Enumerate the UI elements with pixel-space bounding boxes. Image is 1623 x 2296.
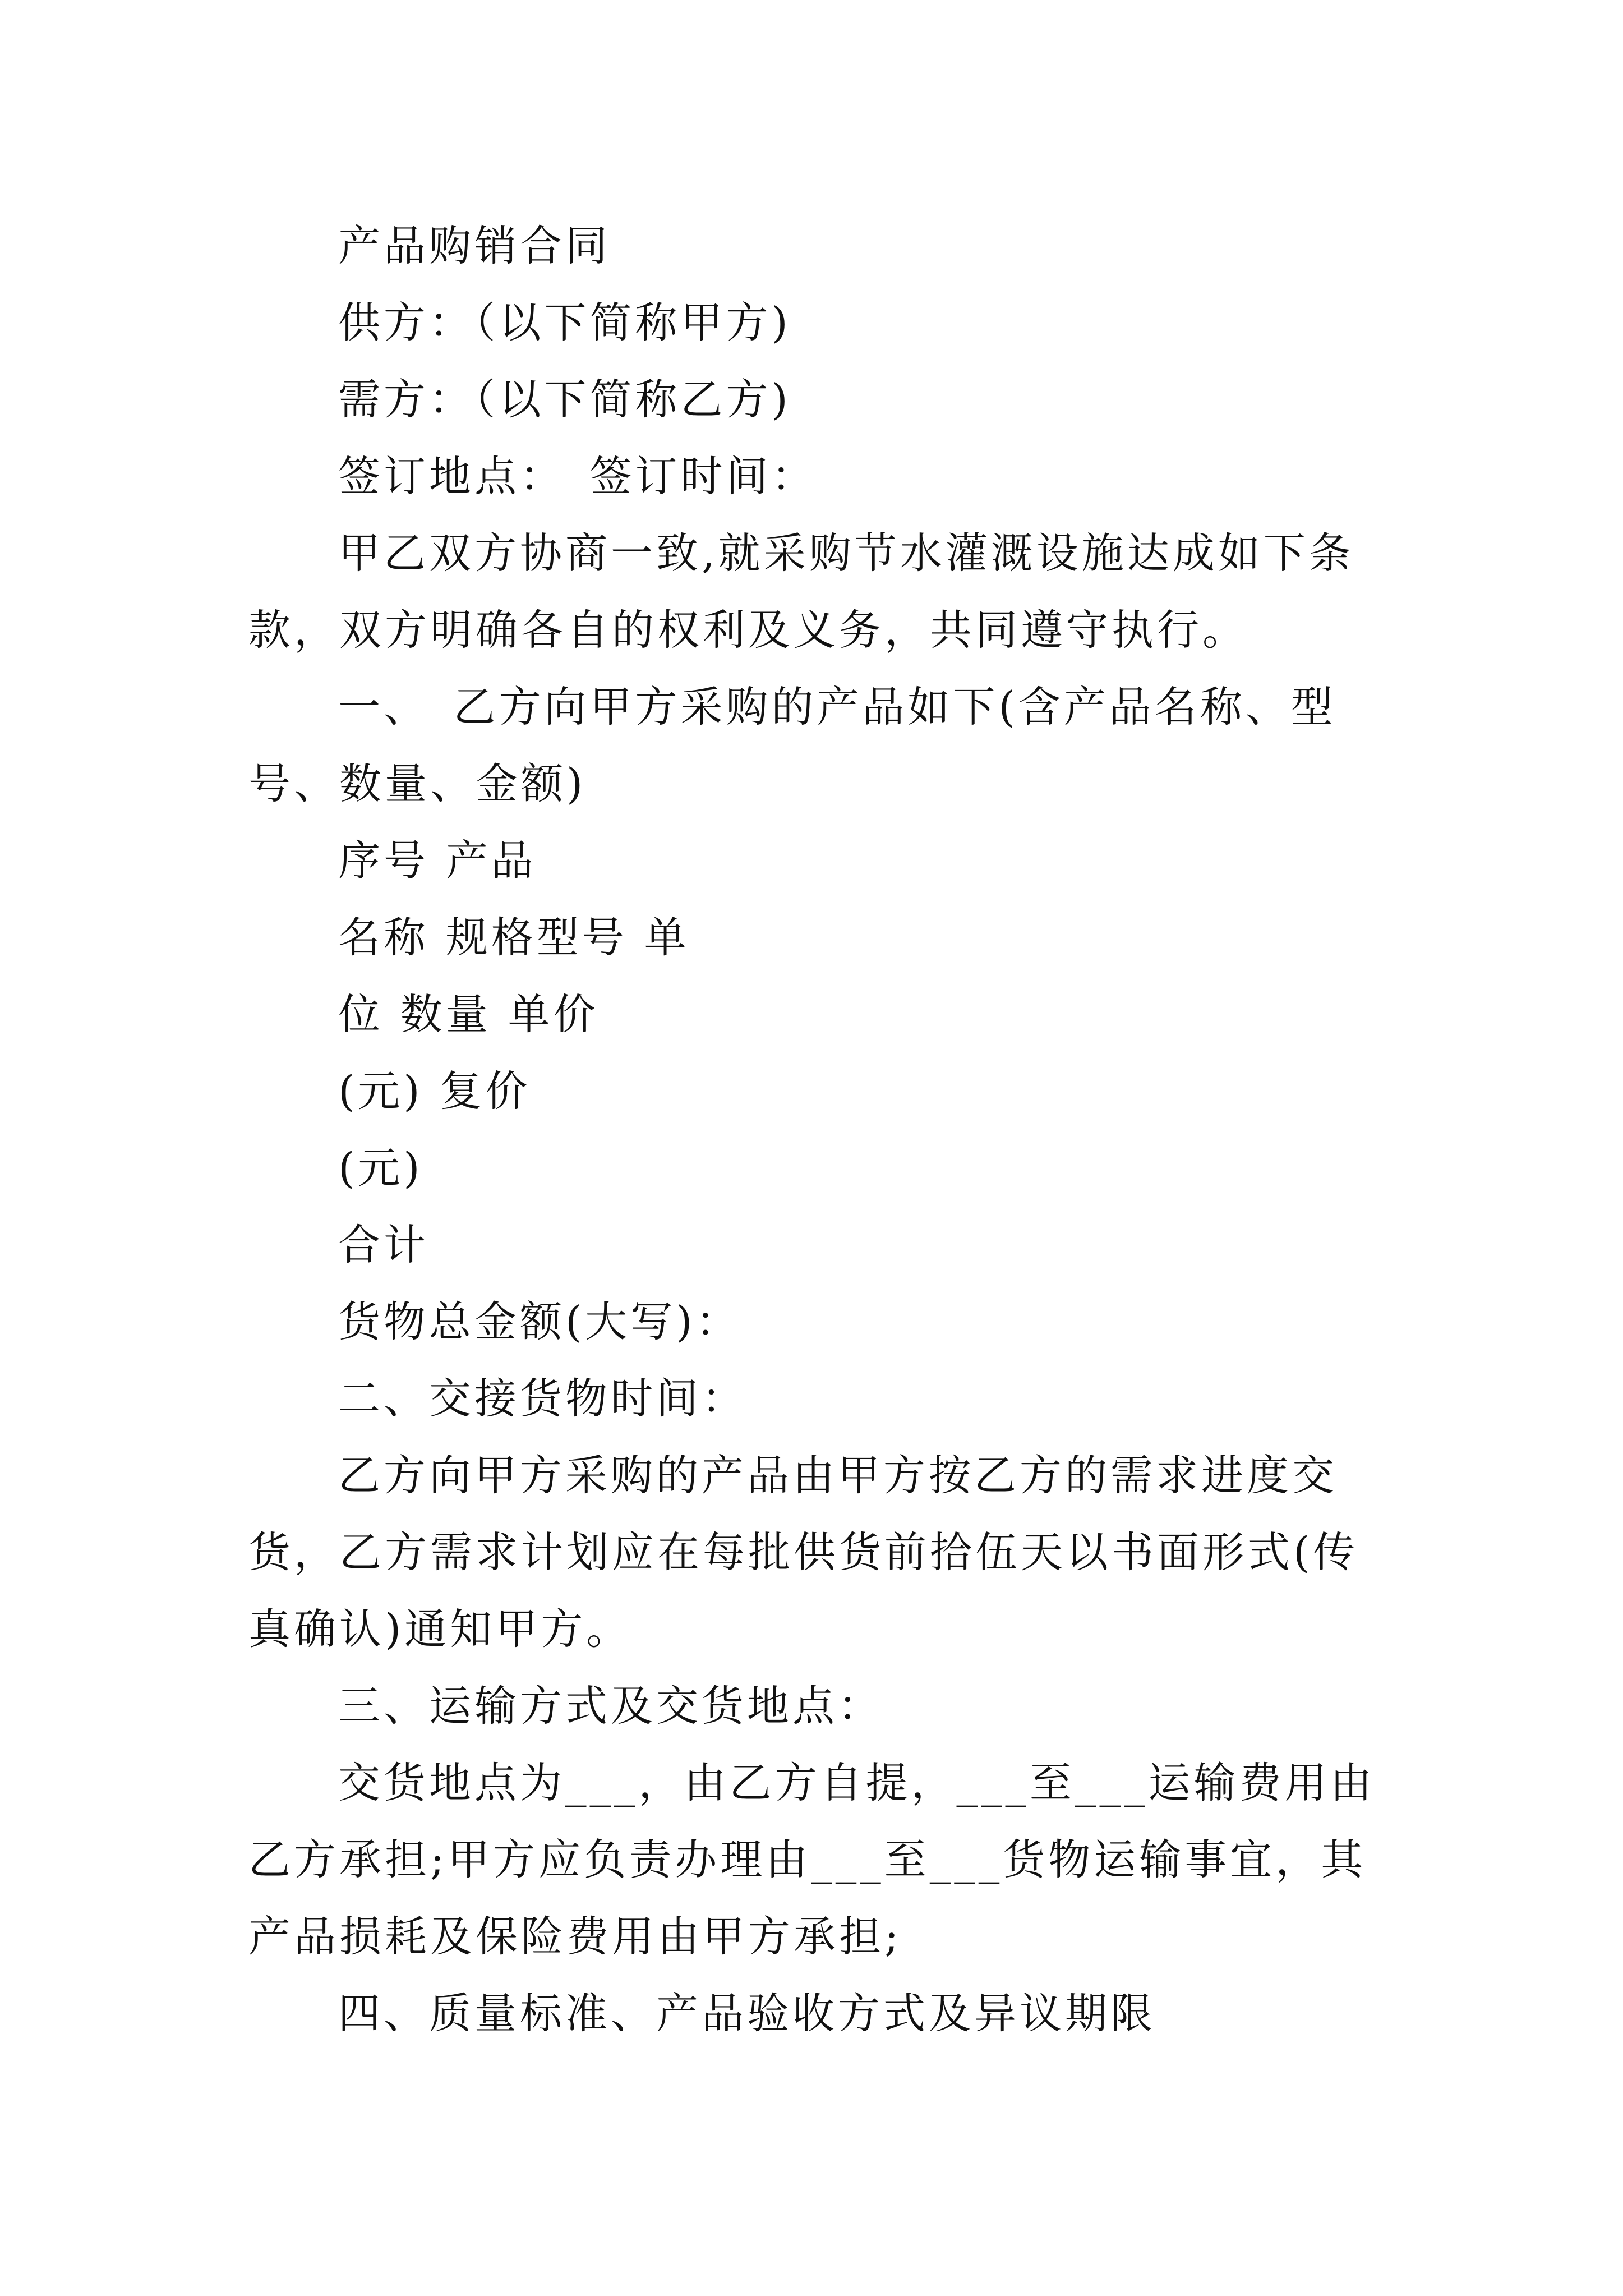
- table-line: 序号 产品: [338, 836, 537, 885]
- table-line: 名称 规格型号 单: [338, 913, 690, 962]
- signing-line: 签订地点： 签订时间：: [338, 452, 817, 501]
- section-3-heading: 三、运输方式及交货地点：: [338, 1681, 884, 1731]
- table-total-line: 合计: [338, 1220, 430, 1269]
- supplier-line: 供方：（以下简称甲方): [338, 298, 791, 347]
- section-2-heading: 二、交接货物时间：: [338, 1374, 748, 1423]
- preamble-paragraph: 甲乙双方协商一致,就采购节水灌溉设施达成如下条款，双方明确各自的权利及义务，共同遵守执行。: [248, 528, 1354, 655]
- delivery-time-paragraph: 乙方向甲方采购的产品由甲方按乙方的需求进度交货，乙方需求计划应在每批供货前拾伍天以书面形式(传真确认)通知甲方。: [248, 1451, 1359, 1654]
- section-4-heading: 四、质量标准、产品验收方式及异议期限: [338, 1989, 1156, 2038]
- section-1-heading: 一、 乙方向甲方采购的产品如下(含产品名称、型号、数量、金额): [248, 682, 1336, 808]
- total-amount-line: 货物总金额(大写)：: [338, 1297, 741, 1346]
- table-line: (元): [338, 1143, 423, 1193]
- table-line: (元) 复价: [338, 1066, 531, 1116]
- buyer-line: 需方：（以下简称乙方): [338, 375, 791, 424]
- table-line: 位 数量 单价: [338, 990, 599, 1039]
- contract-text: [248, 208, 1398, 2052]
- delivery-location-paragraph: 交货地点为___，由乙方自提，___至___运输费用由乙方承担;甲方应负责办理由___至___货物运输事宜，其产品损耗及保险费用由甲方承担;: [248, 1758, 1376, 1961]
- contract-title: 产品购销合同: [338, 221, 611, 270]
